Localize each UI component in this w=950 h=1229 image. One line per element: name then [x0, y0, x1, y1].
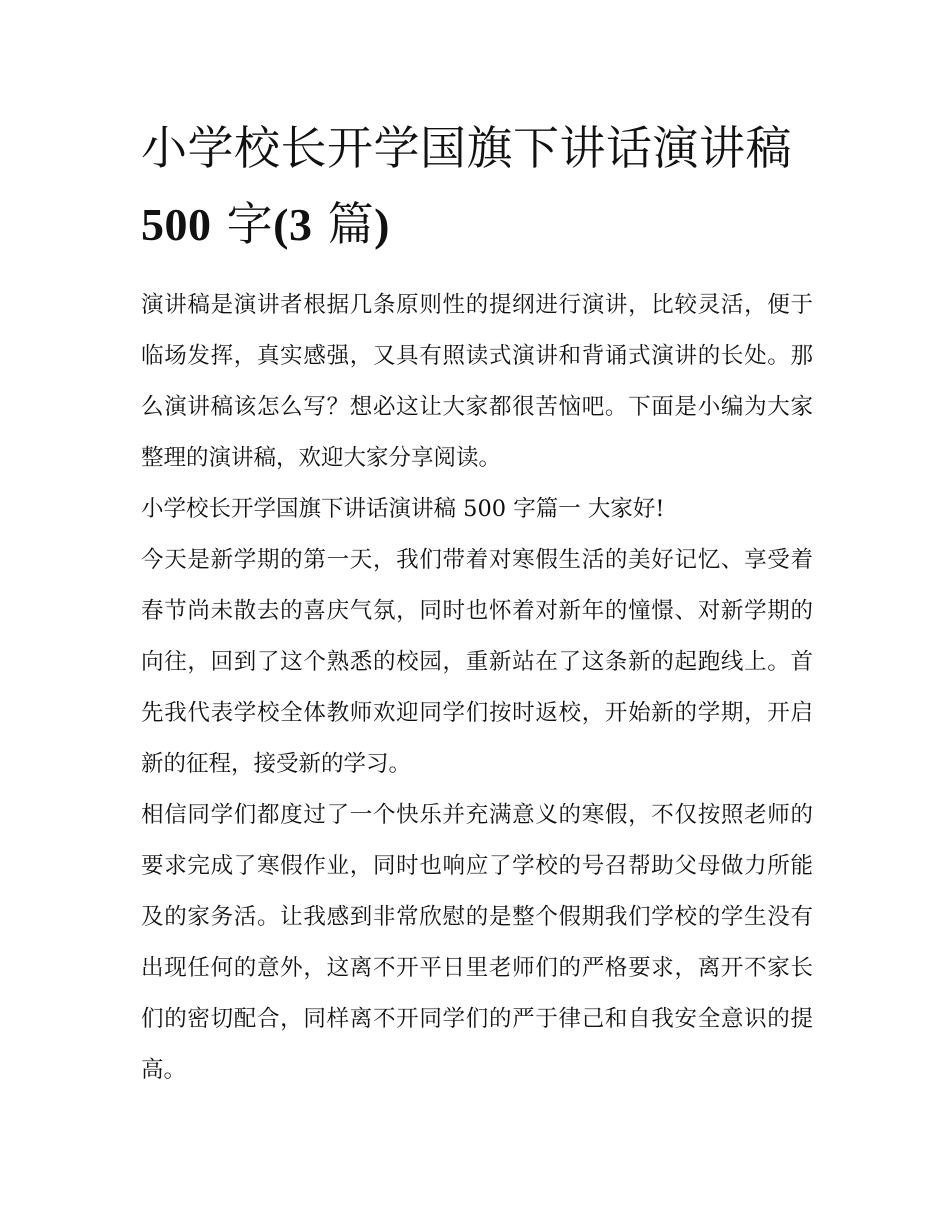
intro-paragraph: 演讲稿是演讲者根据几条原则性的提纲进行演讲，比较灵活，便于临场发挥，真实感强，又具有照读式演讲和背诵式演讲的长处。那么演讲稿该怎么写？想必这让大家都很苦恼吧。下面是小编为大家整理的演讲稿，欢迎大家分享阅读。 — [141, 292, 813, 471]
section-heading-line: 小学校长开学国旗下讲话演讲稿 500 字篇一 大家好! — [141, 496, 665, 522]
title-paren-close: ) — [374, 199, 390, 250]
title-text-1: 小学校长开学国旗下讲话演讲稿 — [141, 121, 792, 175]
document-title — [141, 110, 813, 263]
title-number-500: 500 — [141, 199, 212, 250]
title-text-3: 篇 — [327, 197, 375, 251]
body-paragraph-2: 相信同学们都度过了一个快乐并充满意义的寒假，不仅按照老师的要求完成了寒假作业，同时也响应了学校的号召帮助父母做力所能及的家务活。让我感到非常欣慰的是整个假期我们学校的学生没有出现任何的意外，这离不开平日里老师们的严格要求，离开不家长们的密切配合，同样离不开同学们的严于律己和自我安全意识的提高。 — [141, 802, 813, 1083]
title-text-2: 字 — [226, 197, 274, 251]
title-number-3: (3 — [273, 199, 313, 250]
body-paragraph-1: 今天是新学期的第一天，我们带着对寒假生活的美好记忆、享受着春节尚未散去的喜庆气氛，同时也怀着对新年的憧憬、对新学期的向往，回到了这个熟悉的校园，重新站在了这条新的起跑线上。首先我代表学校全体教师欢迎同学们按时返校，开始新的学期，开启新的征程，接受新的学习。 — [141, 547, 813, 777]
document-page — [141, 110, 813, 1096]
